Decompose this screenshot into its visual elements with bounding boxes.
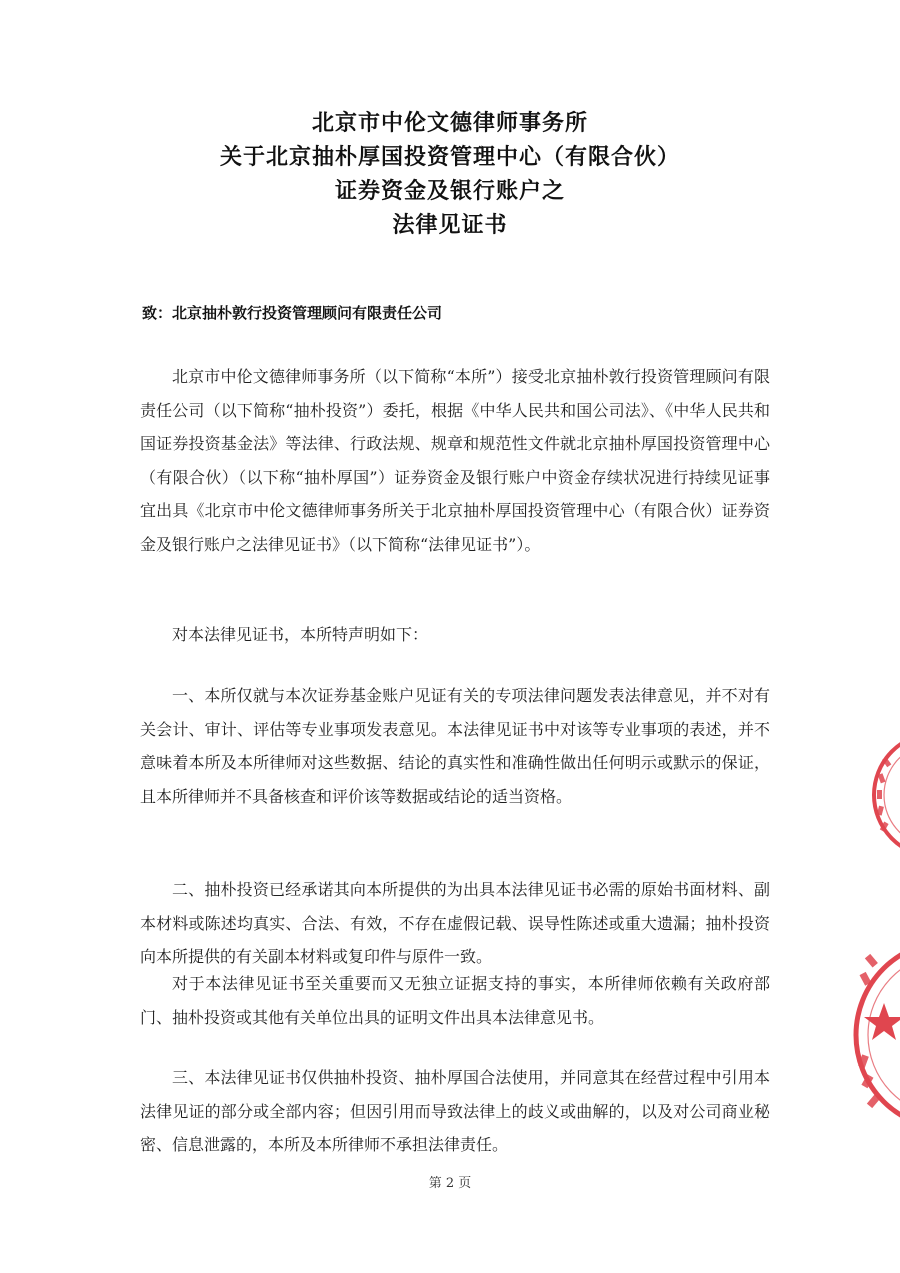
title-line-4: 法律见证书 [392,212,508,238]
addressee: 致：北京抽朴敦行投资管理顾问有限责任公司 [142,304,443,322]
seal-stamp-star-icon [842,935,900,1135]
title-line-1: 北京市中伦文德律师事务所 [311,110,588,136]
declaration-lead: 对本法律见证书，本所特声明如下： [172,625,429,644]
title-line-2: 关于北京抽朴厚国投资管理中心（有限合伙） [219,144,680,170]
declaration-item-2-supplement: 对于本法律见证书至关重要而又无独立证据支持的事实，本所律师依赖有关政府部门、抽朴投资或其他有关单位出具的证明文件出具本法律意见书。 [140,974,770,1027]
title-line-3: 证券资金及银行账户之 [334,178,565,204]
document-title [0,106,900,242]
declaration-item-1: 一、本所仅就与本次证券基金账户见证有关的专项法律问题发表法律意见，并不对有关会计、审计、评估等专业事项发表意见。本法律见证书中对该等专业事项的表述，并不意味着本所及本所律师对这些数据、结论的真实性和准确性做出任何明示或默示的保证，且本所律师并不具备核查和评价该等数据或结论的适当资格。 [140,686,770,806]
page-number: 第 2 页 [428,1176,472,1191]
seal-stamp-icon [862,730,900,860]
declaration-item-2: 二、抽朴投资已经承诺其向本所提供的为出具本法律见证书必需的原始书面材料、副本材料或陈述均真实、合法、有效，不存在虚假记载、误导性陈述或重大遗漏；抽朴投资向本所提供的有关副本材料或复印件与原件一致。 [140,880,770,966]
intro-paragraph: 北京市中伦文德律师事务所（以下简称“本所”）接受北京抽朴敦行投资管理顾问有限责任公司（以下简称“抽朴投资”）委托，根据《中华人民共和国公司法》、《中华人民共和国证券投资基金法》等法律、行政法规、规章和规范性文件就北京抽朴厚国投资管理中心（有限合伙）（以下称“抽朴厚国”）证券资金及银行账户中资金存续状况进行持续见证事宜出具《北京市中伦文德律师事务所关于北京抽朴厚国投资管理中心（有限合伙）证券资金及银行账户之法律见证书》（以下简称“法律见证书”）。 [140,367,770,554]
declaration-item-3: 三、本法律见证书仅供抽朴投资、抽朴厚国合法使用，并同意其在经营过程中引用本法律见证的部分或全部内容；但因引用而导致法律上的歧义或曲解的，以及对公司商业秘密、信息泄露的，本所及本所律师不承担法律责任。 [140,1068,770,1154]
